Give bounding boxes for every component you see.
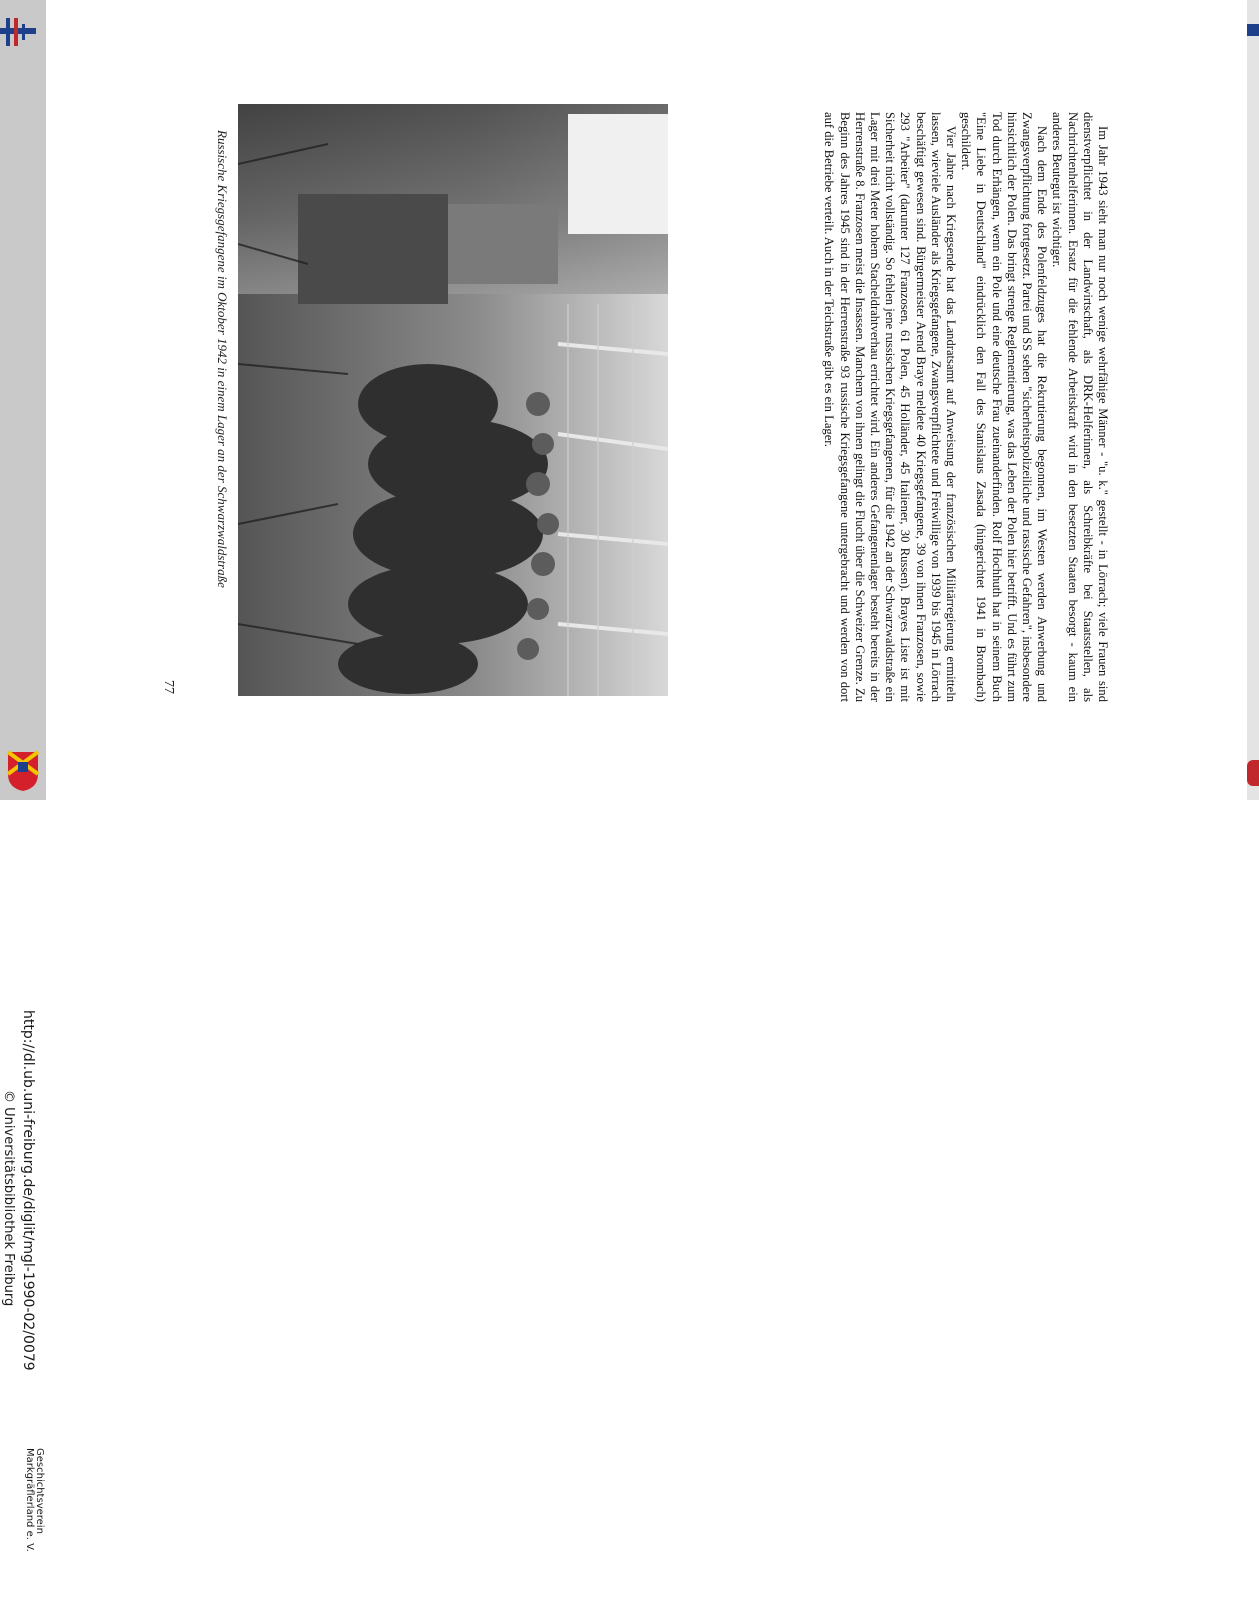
right-strip-marker xyxy=(1247,24,1259,36)
paragraph-3: Vier Jahre nach Kriegsende hat das Landratsamt auf Anweisung der französischen Militärregierung ermitteln lassen, wieviele Ausländer als Kriegsgefangene, Zwangsverpflichtete und Freiwillige von 1939 bis 1945 in Lörrach beschäftigt gewesen sind. Bürgermeister Arend Braye meldete 40 Kriegsgefangene, 39 von ihnen Franzosen, sowie 293 "Arbeiter" (darunter 127 Franzosen, 61 Polen, 45 Holländer, 45 Italiener, 30 Russen). Brayes Liste ist mit Sicherheit nicht vollständig. So fehlen jene russischen Kriegsgefangenen, für die 1942 an der Schwarzwaldstraße ein Lager mit drei Meter hohem Stacheldrahtverhau errichtet wird. Ein anderes Gefangenenlager besteht bereits in der Herrenstraße 8. Franzosen meist die Insassen. Manchem von ihnen gelingt die Flucht über die Schweizer Grenze. Zu Beginn des Jahres 1945 sind in der Herrenstraße 93 russische Kriegsgefangene untergebracht und werden von dort auf die Betriebe verteilt. Auch in der Teichstraße gibt es ein Lager. xyxy=(822,112,958,702)
paragraph-2: Nach dem Ende des Polenfeldzuges hat die Rekrutierung begonnen, im Westen werden Anwerbung und Zwangsverpflichtung fortgesetzt. Partei und SS sehen "sicherheitspolizeiliche und rassische Gefahren", insbesondere hinsichtlich der Polen. Das bringt strenge Reglementierung, was das Leben der Polen hier betrifft. Und es führt zum Tod durch Erhängen, wenn ein Pole und eine deutsche Frau zueinanderfinden. Rolf Hochhuth hat in seinem Buch "Eine Liebe in Deutschland" eindrücklich den Fall des Stanislaus Zasada (hingerichtet 1941 in Brombach) geschildert. xyxy=(959,112,1050,702)
source-url-link[interactable]: http://dl.ub.uni-freiburg.de/diglit/mgl-1990-02/0079 xyxy=(20,1010,36,1371)
society-line-2: Markgräflerland e. V. xyxy=(24,1448,35,1552)
society-crest-icon xyxy=(6,748,40,792)
photo-caption xyxy=(214,130,230,650)
copyright-text: © Universitätsbibliothek Freiburg xyxy=(1,1090,16,1307)
page-number xyxy=(160,680,176,700)
caption-text: Russische Kriegsgefangene im Oktober 1942 in einem Lager an der Schwarzwaldstraße xyxy=(215,130,230,588)
viewer-left-strip xyxy=(0,0,46,800)
photo-image xyxy=(238,104,668,696)
body-text xyxy=(821,112,1110,702)
paragraph-1: Im Jahr 1943 sieht man nur noch wenige wehrfähige Männer - "u. k." gestellt - in Lörrach; viele Frauen sind dienstverpflichtet in der Landwirtschaft, als DRK-Helferinnen, als Schreibkräfte bei Staatsstellen, als Nachrichtenhelferinnen. Ersatz für die fehlende Arbeitskraft wird in den besetzten Staaten besorgt - kaum ein anderes Beutegut ist wichtiger. xyxy=(1050,112,1110,702)
society-line-1: Geschichtsverein xyxy=(34,1448,45,1534)
side-info xyxy=(0,800,46,1600)
viewer-right-strip xyxy=(1247,0,1259,800)
right-strip-crest xyxy=(1247,760,1259,786)
society-name xyxy=(24,1448,44,1552)
page-number-text: 77 xyxy=(161,680,176,694)
prisoner-photo xyxy=(238,104,668,696)
body-text-block xyxy=(710,112,1110,702)
university-logo-icon xyxy=(0,14,36,50)
